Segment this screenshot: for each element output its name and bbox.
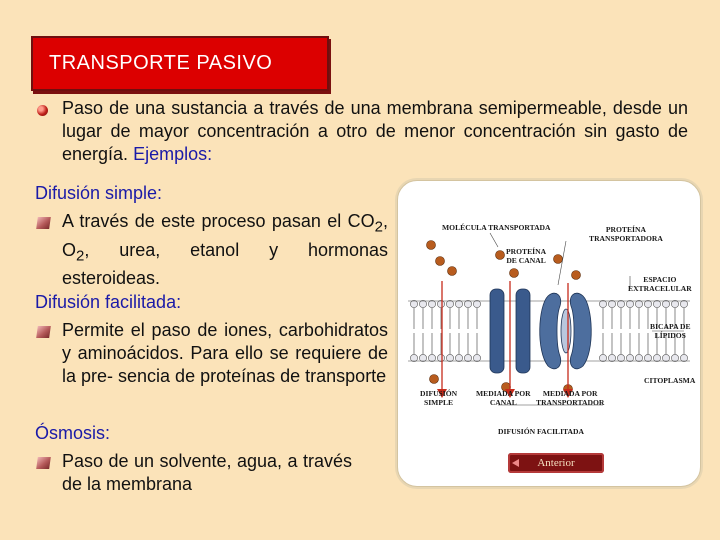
square-bullet-icon (36, 457, 51, 469)
square-bullet-icon (36, 217, 51, 229)
label-molecula: MOLÉCULA TRANSPORTADA (442, 223, 551, 232)
text-part: , O (62, 211, 388, 260)
heading-difusion-simple: Difusión simple: (35, 183, 163, 203)
intro-text: Paso de una sustancia a través de una membrana semipermeable, desde un lugar de mayor concentración a otro de menor concentración sin gasto de energía. (62, 98, 688, 164)
osmosis-text: Paso de un solvente, agua, a través de la membrana (62, 451, 352, 494)
arrow-left-icon (512, 459, 519, 467)
label-citoplasma: CITOPLASMA (644, 376, 696, 385)
label-difusion-facilitada: DIFUSIÓN FACILITADA (498, 427, 584, 436)
heading-osmosis: Ósmosis: (35, 423, 111, 443)
text-part: A través de este proceso pasan el CO (62, 211, 375, 231)
label-proteina-canal: PROTEÍNA DE CANAL (506, 247, 547, 265)
carrier-protein (540, 293, 592, 369)
label-mediada-transportador: MEDIADA POR TRANSPORTADOR (536, 389, 605, 407)
intro-examples: Ejemplos: (133, 144, 213, 164)
title-box (31, 36, 329, 91)
label-bicapa: BICAPA DE LÍPIDOS (650, 322, 691, 340)
label-difusion-simple: DIFUSIÓN SIMPLE (420, 389, 458, 407)
difusion-simple-text (62, 210, 388, 290)
subscript: 2 (374, 218, 383, 236)
difusion-facilitada-text: Permite el paso de iones, carbohidratos y aminoácidos. Para ello se requiere de la pre- sencia de proteínas de transporte (62, 320, 388, 386)
anterior-label: Anterior (537, 457, 575, 469)
label-mediada-canal: MEDIADA POR CANAL (476, 389, 531, 407)
heading-difusion-facilitada: Difusión facilitada: (35, 292, 182, 312)
slide-title: TRANSPORTE PASIVO (49, 52, 273, 74)
label-espacio-extracelular: ESPACIO EXTRACELULAR (628, 275, 692, 293)
intro-paragraph (62, 97, 688, 166)
round-bullet-icon (37, 105, 48, 116)
label-proteina-transportadora: PROTEÍNA TRANSPORTADORA (589, 225, 663, 243)
membrane-diagram (397, 180, 701, 487)
subscript: 2 (76, 247, 85, 265)
text-part: , urea, etanol y hormonas esteroideas. (62, 239, 388, 289)
anterior-button[interactable] (508, 453, 604, 473)
square-bullet-icon (36, 326, 51, 338)
